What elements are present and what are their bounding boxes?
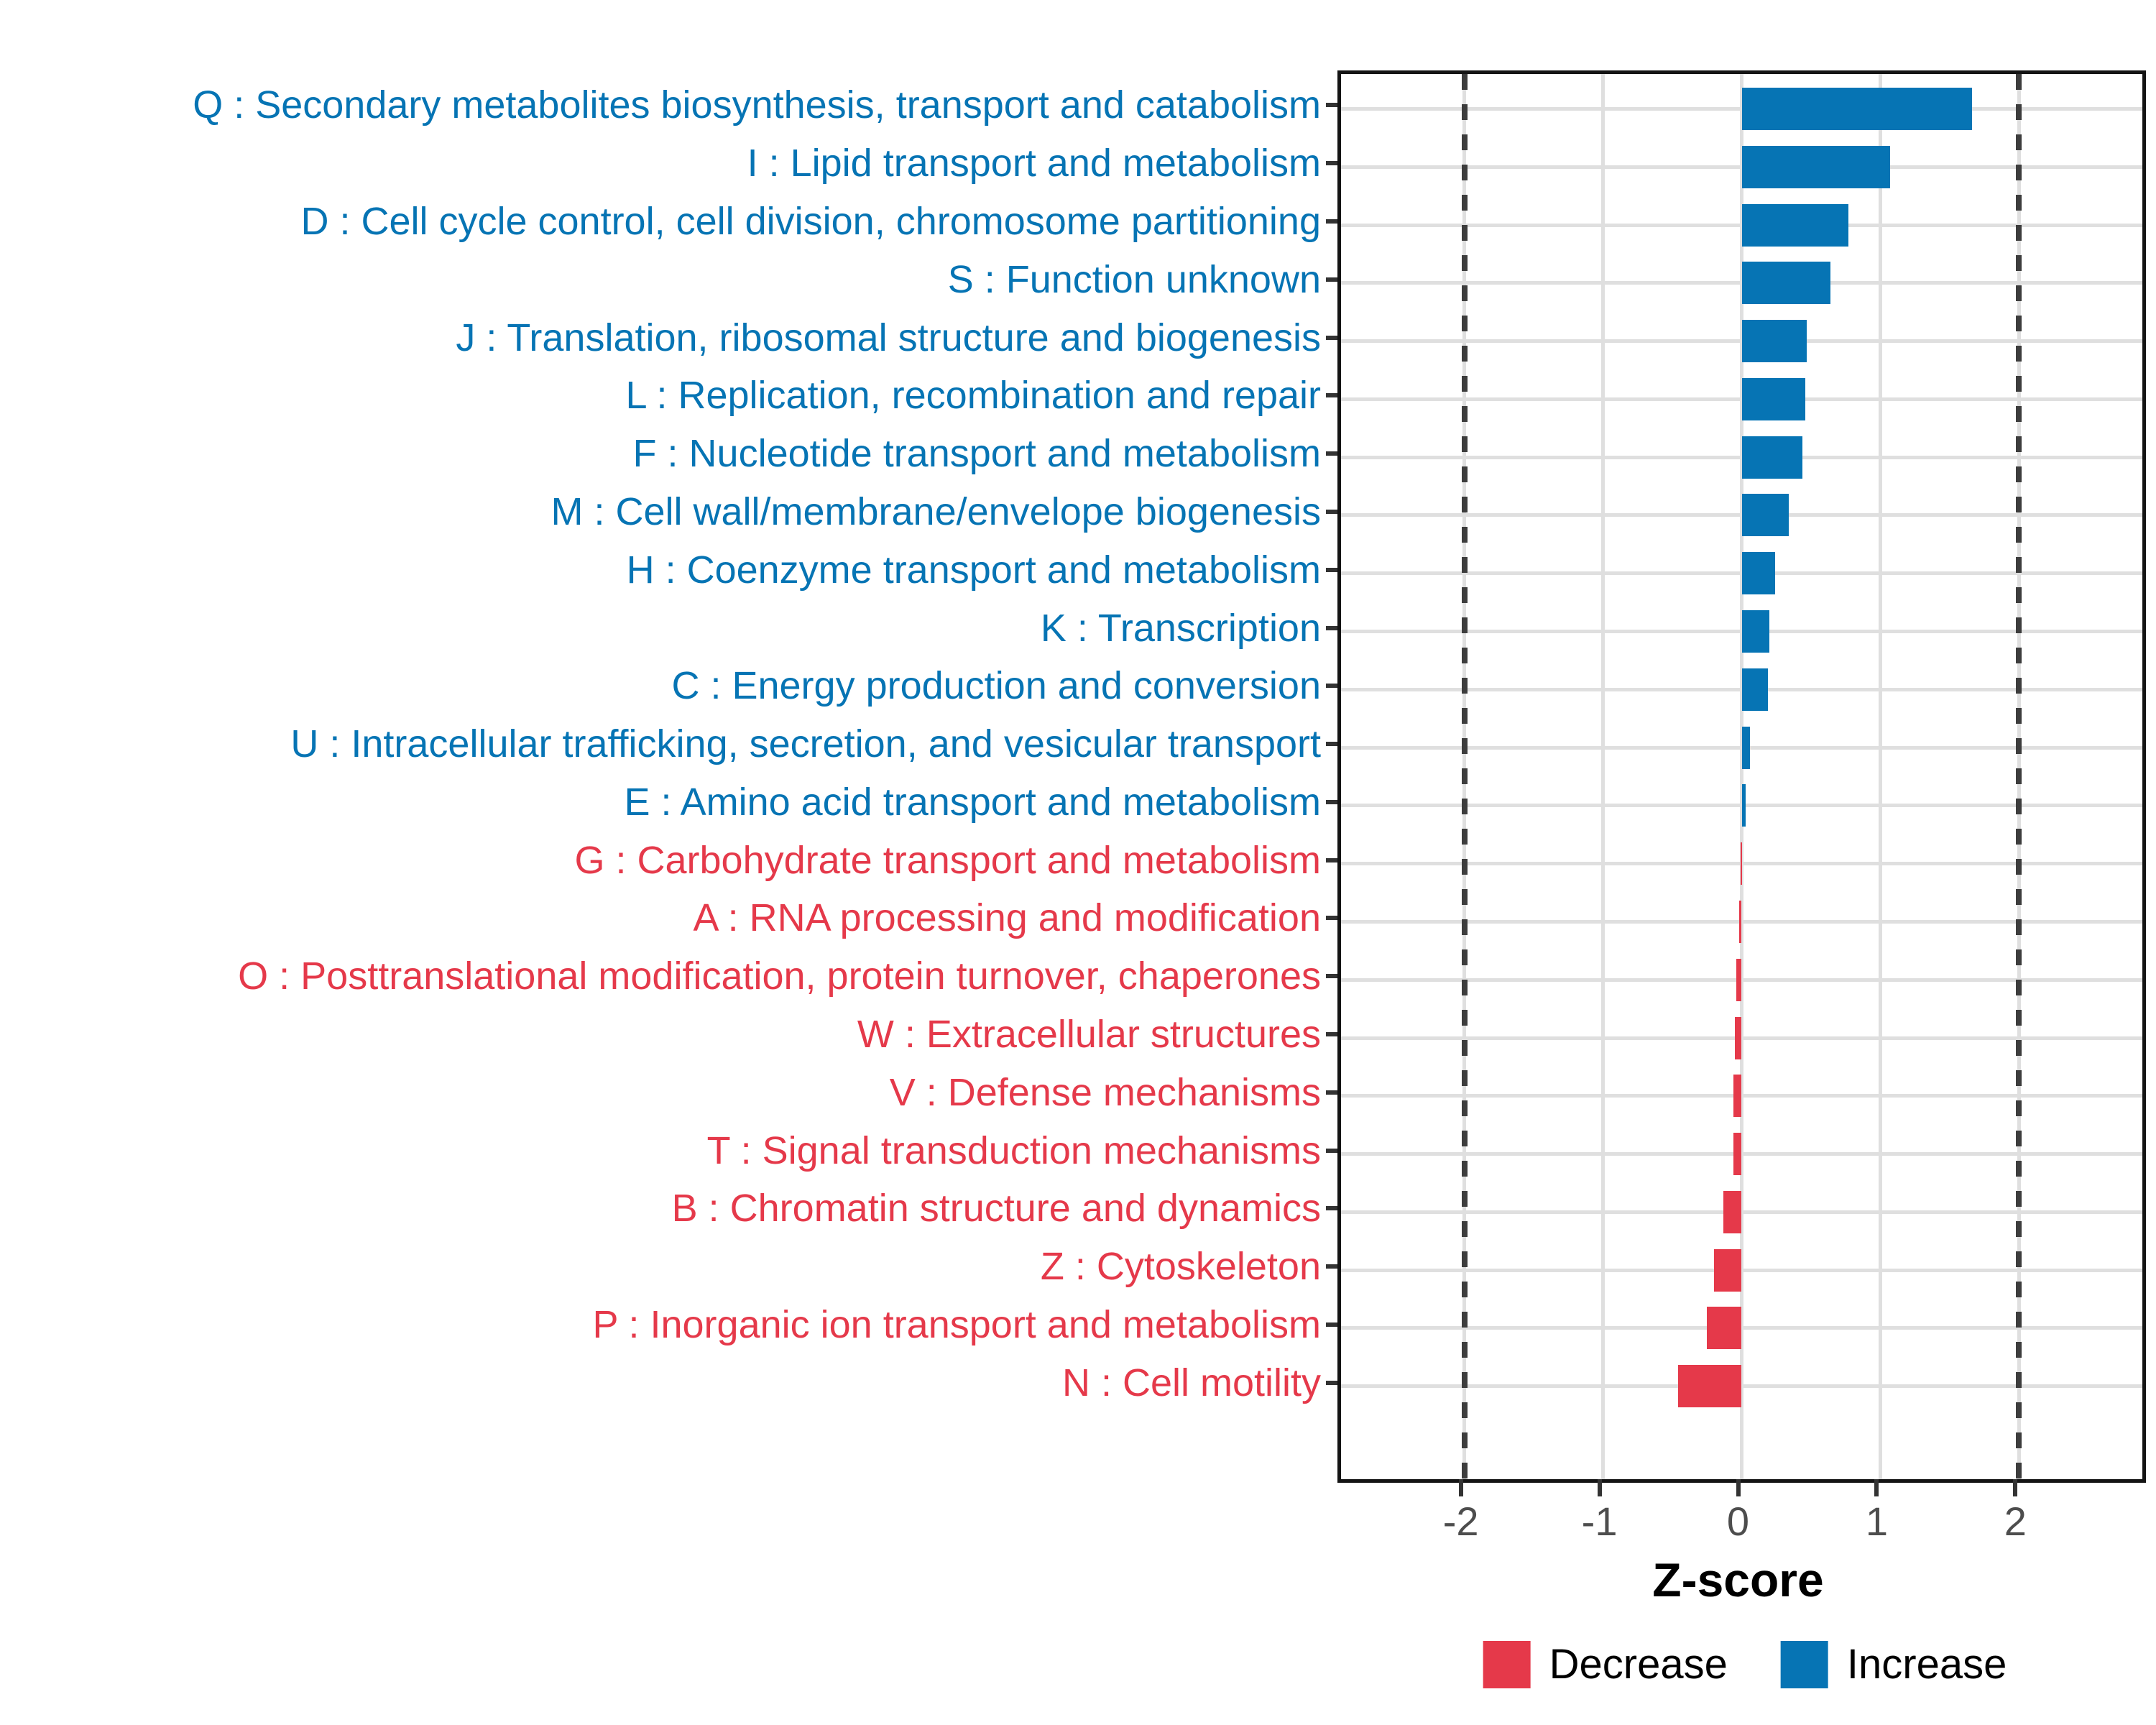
y-label-D: D : Cell cycle control, cell division, chromosome partitioning: [300, 200, 1321, 244]
bar-I: [1742, 146, 1890, 188]
y-label-W: W : Extracellular structures: [857, 1013, 1321, 1057]
bar-B: [1723, 1191, 1741, 1233]
x-axis-title: Z-score: [1652, 1553, 1824, 1606]
y-tick-mark: [1326, 451, 1337, 456]
x-tick-mark: [1736, 1479, 1741, 1496]
y-tick-mark: [1326, 510, 1337, 514]
bar-H: [1742, 552, 1775, 594]
y-tick-mark: [1326, 1381, 1337, 1385]
bar-W: [1735, 1017, 1742, 1059]
legend-item-increase: [1781, 1640, 2007, 1688]
y-tick-mark: [1326, 800, 1337, 804]
x-tick-label: 0: [1726, 1499, 1750, 1544]
bar-U: [1742, 727, 1751, 769]
y-tick-mark: [1326, 858, 1337, 862]
y-tick-mark: [1326, 1206, 1337, 1210]
y-label-P: P : Inorganic ion transport and metabolism: [592, 1302, 1321, 1346]
y-label-U: U : Intracellular trafficking, secretion, and vesicular transport: [290, 722, 1321, 766]
y-tick-mark: [1326, 974, 1337, 978]
y-label-J: J : Translation, ribosomal structure and biogenesis: [456, 316, 1321, 359]
y-label-Z: Z : Cytoskeleton: [1040, 1245, 1321, 1289]
bar-K: [1742, 610, 1770, 653]
y-label-I: I : Lipid transport and metabolism: [747, 142, 1321, 185]
y-label-L: L : Replication, recombination and repair: [625, 374, 1321, 418]
y-tick-mark: [1326, 336, 1337, 340]
bar-Q: [1742, 88, 1972, 130]
plot-panel: [1337, 70, 2146, 1483]
y-tick-mark: [1326, 1032, 1337, 1036]
legend-swatch-decrease: [1483, 1641, 1531, 1688]
x-tick-mark: [1598, 1479, 1602, 1496]
x-tick-label: 2: [2004, 1499, 2027, 1544]
x-tick-mark: [1459, 1479, 1463, 1496]
y-tick-mark: [1326, 626, 1337, 630]
bar-Z: [1714, 1249, 1742, 1292]
y-tick-mark: [1326, 1149, 1337, 1153]
y-label-T: T : Signal transduction mechanisms: [706, 1128, 1321, 1172]
reference-line: [2016, 74, 2022, 1479]
y-label-E: E : Amino acid transport and metabolism: [624, 780, 1321, 824]
y-tick-mark: [1326, 219, 1337, 224]
y-label-N: N : Cell motility: [1061, 1361, 1321, 1404]
bar-A: [1739, 901, 1742, 943]
bar-L: [1742, 378, 1806, 420]
bar-P: [1707, 1307, 1741, 1349]
y-tick-mark: [1326, 742, 1337, 746]
bar-J: [1742, 320, 1807, 362]
y-label-A: A : RNA processing and modification: [693, 896, 1321, 940]
legend-label: Decrease: [1549, 1641, 1728, 1688]
y-tick-mark: [1326, 277, 1337, 282]
bar-E: [1742, 784, 1746, 827]
y-label-F: F : Nucleotide transport and metabolism: [632, 432, 1321, 476]
y-tick-mark: [1326, 568, 1337, 572]
legend-swatch-increase: [1781, 1641, 1828, 1688]
x-tick-mark: [2013, 1479, 2017, 1496]
bar-S: [1742, 262, 1830, 304]
x-tick-label: -1: [1581, 1499, 1618, 1544]
y-label-G: G : Carbohydrate transport and metabolism: [574, 838, 1321, 882]
bar-G: [1741, 842, 1742, 885]
y-label-V: V : Defense mechanisms: [889, 1070, 1321, 1114]
y-tick-mark: [1326, 1090, 1337, 1095]
y-tick-mark: [1326, 393, 1337, 397]
x-tick-mark: [1874, 1479, 1879, 1496]
y-label-H: H : Coenzyme transport and metabolism: [626, 548, 1321, 592]
y-label-K: K : Transcription: [1040, 606, 1321, 650]
bar-V: [1733, 1075, 1742, 1117]
bar-M: [1742, 494, 1789, 536]
x-tick-label: 1: [1865, 1499, 1888, 1544]
y-tick-mark: [1326, 1264, 1337, 1269]
bar-O: [1736, 959, 1742, 1001]
y-label-O: O : Posttranslational modification, protein turnover, chaperones: [238, 954, 1321, 998]
reference-line: [1462, 74, 1468, 1479]
bar-C: [1742, 668, 1769, 711]
y-label-B: B : Chromatin structure and dynamics: [671, 1187, 1321, 1230]
y-label-C: C : Energy production and conversion: [671, 664, 1321, 708]
bar-D: [1742, 204, 1849, 247]
y-label-S: S : Function unknown: [947, 257, 1321, 301]
y-tick-mark: [1326, 161, 1337, 165]
y-label-M: M : Cell wall/membrane/envelope biogenesis: [550, 489, 1321, 533]
bar-T: [1733, 1133, 1742, 1175]
legend: [1483, 1640, 2007, 1688]
legend-label: Increase: [1846, 1641, 2007, 1688]
y-tick-mark: [1326, 103, 1337, 107]
y-label-Q: Q : Secondary metabolites biosynthesis, transport and catabolism: [193, 83, 1321, 127]
y-tick-mark: [1326, 916, 1337, 920]
bar-N: [1678, 1365, 1742, 1407]
bar-F: [1742, 436, 1803, 479]
legend-item-decrease: [1483, 1640, 1728, 1688]
y-tick-mark: [1326, 684, 1337, 688]
x-tick-label: -2: [1442, 1499, 1479, 1544]
y-tick-mark: [1326, 1322, 1337, 1327]
